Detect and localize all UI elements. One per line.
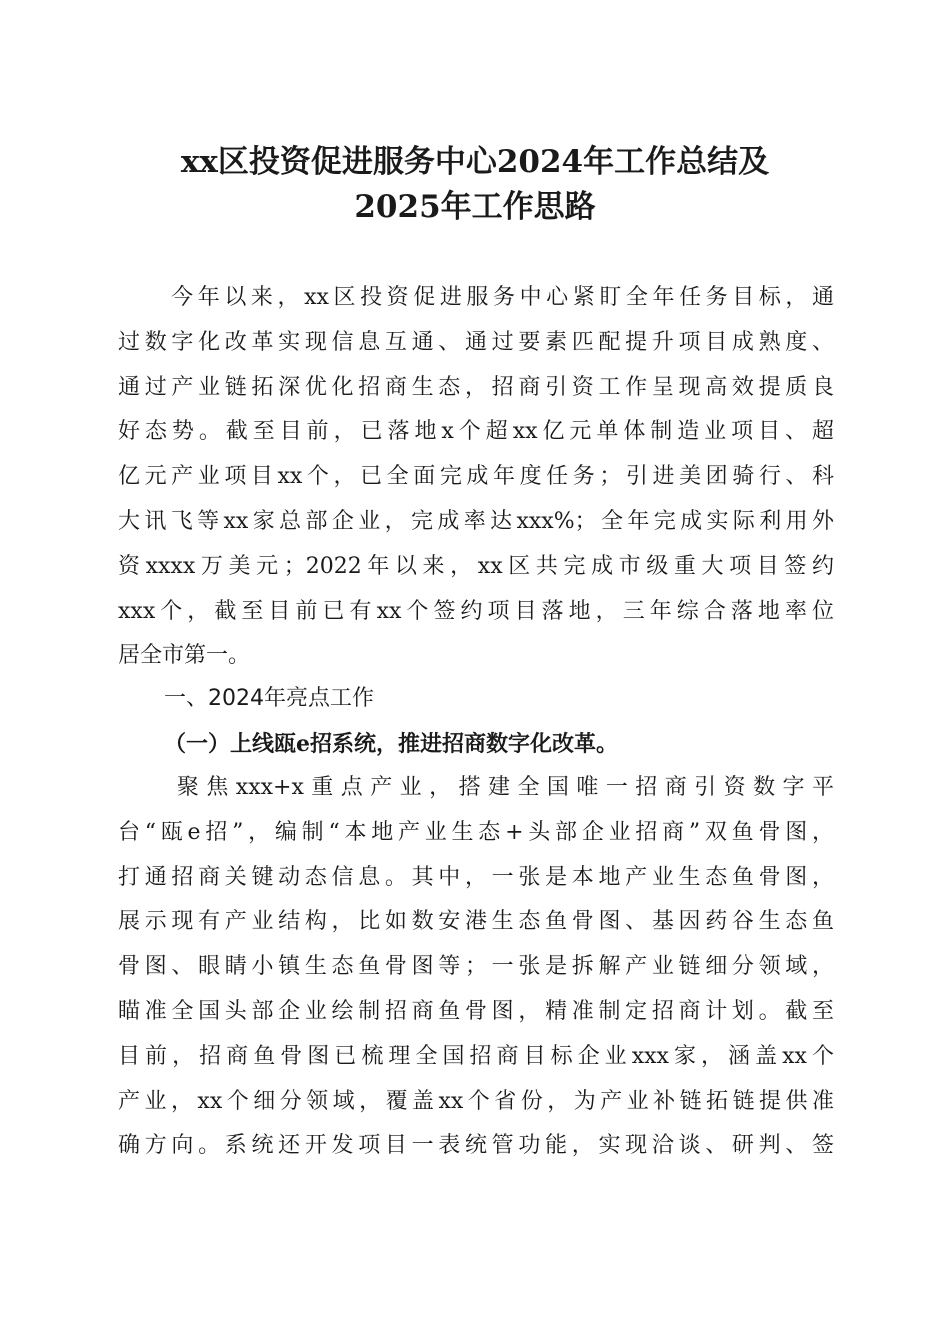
body-line: 产业，xx个细分领域，覆盖xx个省份，为产业补链拓链提供准 bbox=[118, 1088, 834, 1114]
body-line: 目前，招商鱼骨图已梳理全国招商目标企业xxx家，涵盖xx个 bbox=[118, 1043, 834, 1069]
body-line: 聚焦xxx+x重点产业，搭建全国唯一招商引资数字平 bbox=[118, 775, 834, 800]
section-heading: 一、2024年亮点工作 bbox=[164, 686, 374, 711]
body-line: 骨图、眼睛小镇生态鱼骨图等；一张是拆解产业链细分领域， bbox=[118, 954, 834, 980]
intro-paragraph bbox=[118, 276, 834, 679]
intro-line: 大讯飞等xx家总部企业，完成率达xxx%；全年完成实际利用外 bbox=[118, 508, 834, 534]
body-line: 打通招商关键动态信息。其中，一张是本地产业生态鱼骨图， bbox=[118, 864, 834, 890]
body-line: 台“瓯e招”，编制“本地产业生态+头部企业招商”双鱼骨图， bbox=[118, 819, 834, 845]
intro-line: xxx个，截至目前已有xx个签约项目落地，三年综合落地率位 bbox=[118, 598, 834, 624]
body-line: 瞄准全国头部企业绘制招商鱼骨图，精准制定招商计划。截至 bbox=[118, 998, 834, 1024]
body-line: 展示现有产业结构，比如数安港生态鱼骨图、基因药谷生态鱼 bbox=[118, 909, 834, 935]
intro-line: 资xxxx万美元；2022年以来，xx区共完成市级重大项目签约 bbox=[118, 553, 834, 579]
body-paragraph bbox=[118, 766, 834, 1169]
document-title-line-1: xx区投资促进服务中心2024年工作总结及 bbox=[180, 144, 770, 180]
subsection-heading: （一）上线瓯e招系统，推进招商数字化改革。 bbox=[164, 731, 618, 757]
body-line: 确方向。系统还开发项目一表统管功能，实现洽谈、研判、签 bbox=[118, 1133, 834, 1159]
intro-line: 今年以来，xx区投资促进服务中心紧盯全年任务目标，通 bbox=[118, 285, 834, 310]
intro-line: 亿元产业项目xx个，已全面完成年度任务；引进美团骑行、科 bbox=[118, 464, 834, 490]
intro-line: 居全市第一。 bbox=[118, 643, 251, 669]
intro-line: 过数字化改革实现信息互通、通过要素匹配提升项目成熟度、 bbox=[118, 329, 834, 355]
document-title-line-2: 2025年工作思路 bbox=[354, 189, 596, 225]
intro-line: 通过产业链拓深优化招商生态，招商引资工作呈现高效提质良 bbox=[118, 374, 834, 400]
intro-line: 好态势。截至目前，已落地x个超xx亿元单体制造业项目、超 bbox=[118, 419, 834, 445]
